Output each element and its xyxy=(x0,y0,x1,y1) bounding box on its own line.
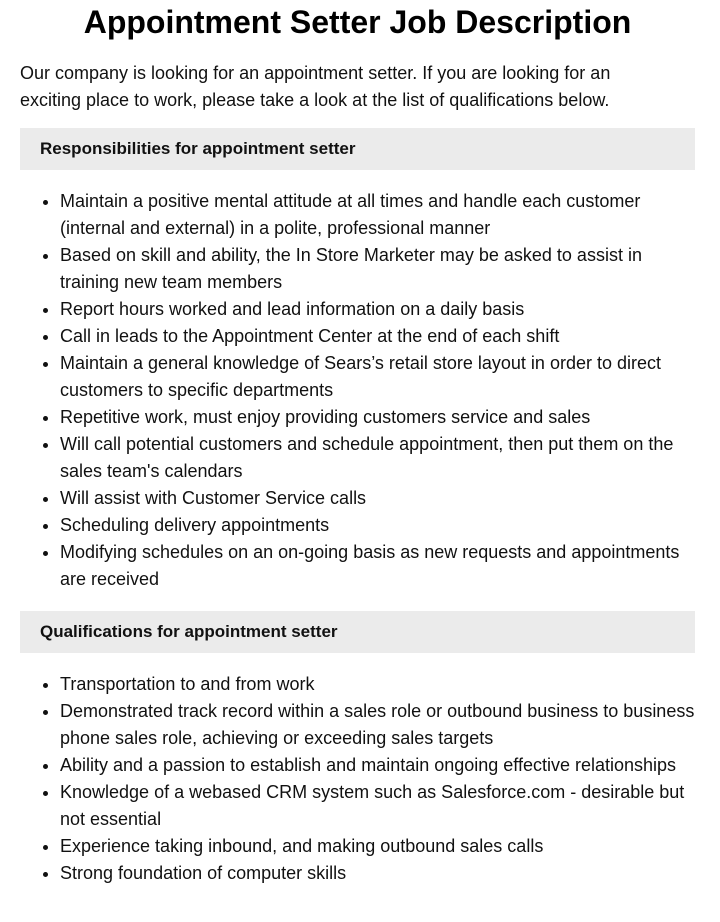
list-item: • Report hours worked and lead information on a daily basis xyxy=(60,296,695,323)
list-item: • Knowledge of a webased CRM system such as Salesforce.com - desirable but not essential xyxy=(60,779,695,833)
list-item: • Modifying schedules on an on-going basis as new requests and appointments are received xyxy=(60,539,695,593)
list-item: • Scheduling delivery appointments xyxy=(60,512,695,539)
section-heading: Qualifications for appointment setter xyxy=(20,611,695,653)
list-item: • Will assist with Customer Service calls xyxy=(60,485,695,512)
section-list xyxy=(20,671,695,887)
list-item: • Transportation to and from work xyxy=(60,671,695,698)
list-item: • Ability and a passion to establish and maintain ongoing effective relationships xyxy=(60,752,695,779)
section-list xyxy=(20,188,695,593)
list-item: • Based on skill and ability, the In Store Marketer may be asked to assist in training new team members xyxy=(60,242,695,296)
intro-text: Our company is looking for an appointment setter. If you are looking for an exciting place to work, please take a look at the list of qualifications below. xyxy=(20,63,611,110)
list-item: • Will call potential customers and schedule appointment, then put them on the sales team's calendars xyxy=(60,431,695,485)
sections xyxy=(20,128,695,887)
list-item: • Maintain a positive mental attitude at all times and handle each customer (internal and external) in a polite, professional manner xyxy=(60,188,695,242)
list-item: • Demonstrated track record within a sales role or outbound business to business phone sales role, achieving or exceeding sales targets xyxy=(60,698,695,752)
list-item: • Repetitive work, must enjoy providing customers service and sales xyxy=(60,404,695,431)
list-item: • Call in leads to the Appointment Center at the end of each shift xyxy=(60,323,695,350)
page-title: Appointment Setter Job Description xyxy=(83,4,632,40)
list-item: • Experience taking inbound, and making outbound sales calls xyxy=(60,833,695,860)
list-item: • Maintain a general knowledge of Sears’s retail store layout in order to direct customers to specific departments xyxy=(60,350,695,404)
list-item: • Strong foundation of computer skills xyxy=(60,860,695,887)
section-heading: Responsibilities for appointment setter xyxy=(20,128,695,170)
